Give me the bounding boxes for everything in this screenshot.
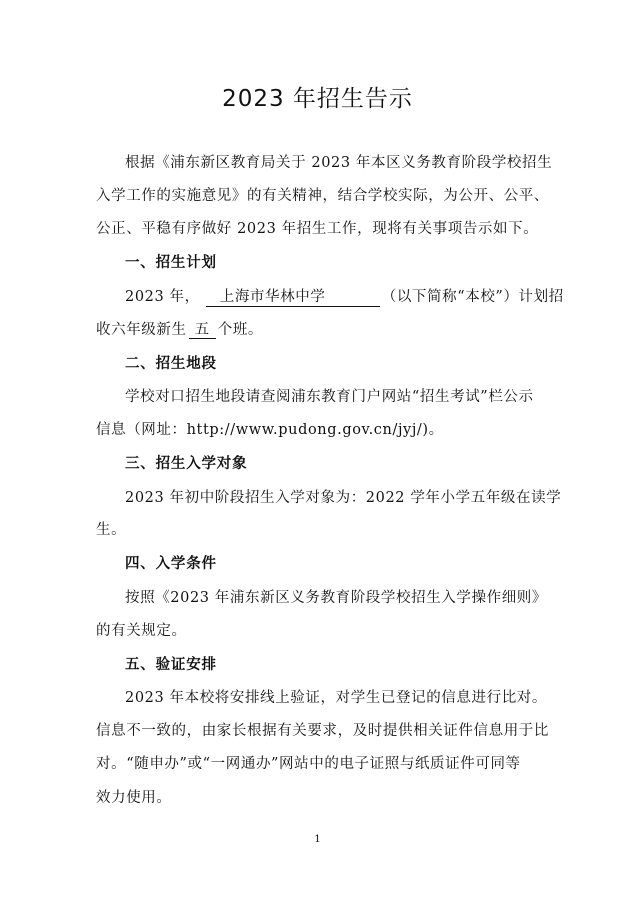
intro-line-3: 公正、平稳有序做好 2023 年招生工作，现将有关事项告示如下。 [96,221,539,237]
intro-line-2: 入学工作的实施意见》的有关精神，结合学校实际，为公开、公平、 [96,188,549,204]
section-4-line-1: 按照《2023 年浦东新区义务教育阶段学校招生入学操作细则》 [125,590,548,606]
section-1-heading: 一、招生计划 [125,255,217,271]
section-5-line-4: 效力使用。 [96,790,172,806]
page-title: 2023 年招生告示 [222,86,413,112]
section-5-line-3: 对。“随申办”或“一网通办”网站中的电子证照与纸质证件可同等 [96,756,521,772]
section-1-line-2 [96,318,263,339]
section-3-line-2: 生。 [96,522,127,538]
section-4-line-2: 的有关规定。 [96,623,187,639]
intro-line-1: 根据《浦东新区教育局关于 2023 年本区义务教育阶段学校招生 [125,155,553,171]
section-5-heading: 五、验证安排 [125,657,217,673]
school-name-field: 上海市华林中学 [206,290,380,307]
section-1-line-2-pre: 收六年级新生 [96,322,187,338]
section-2-line-2: 信息（网址：http://www.pudong.gov.cn/jyj/)。 [96,422,444,438]
section-5-line-1: 2023 年本校将安排线上验证，对学生已登记的信息进行比对。 [125,690,548,706]
section-2-heading: 二、招生地段 [125,356,217,372]
section-4-heading: 四、入学条件 [125,556,217,572]
section-1-line-1-pre: 2023 年， [125,289,200,305]
section-1-line-2-post: 个班。 [217,322,264,338]
section-1-line-1-post: （以下简称“本校”）计划招 [381,289,564,305]
section-5-line-2: 信息不一致的，由家长根据有关要求，及时提供相关证件信息用于比 [96,723,549,739]
page-number: 1 [314,834,321,845]
class-count-field: 五 [189,323,216,339]
section-3-line-1: 2023 年初中阶段招生入学对象为：2022 学年小学五年级在读学 [125,490,562,506]
section-3-heading: 三、招生入学对象 [125,456,248,472]
section-2-line-1: 学校对口招生地段请查阅浦东教育门户网站“招生考试”栏公示 [125,389,534,405]
section-1-line-1 [125,285,564,307]
